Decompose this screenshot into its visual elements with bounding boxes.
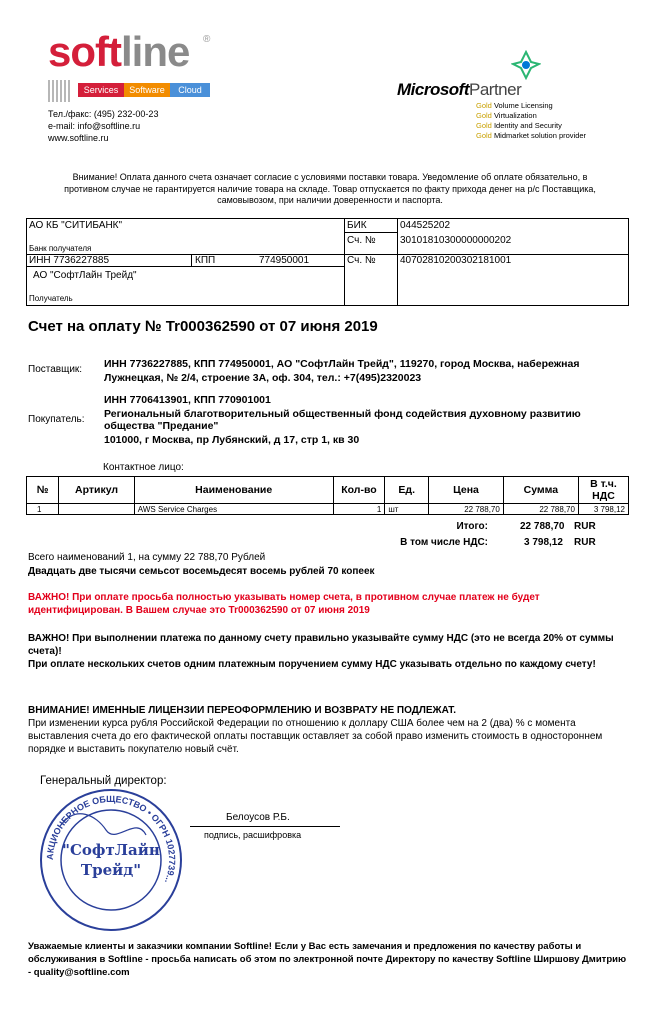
buyer-line: Региональный благотворительный общественный фонд содействия духовному развитию — [104, 408, 581, 420]
account-label: Сч. № — [347, 255, 376, 266]
cell-price: 22 788,70 — [429, 504, 504, 515]
cell-vat: 3 798,12 — [578, 504, 628, 515]
ms-competency: Gold Midmarket solution provider — [476, 131, 587, 140]
stamp-center-text: Трейд" — [80, 861, 142, 879]
pill-services: Services — [78, 83, 124, 97]
cell-qty: 1 — [333, 504, 385, 515]
cell-num: 1 — [27, 504, 59, 515]
recipient-inn: ИНН 7736227885 — [29, 255, 110, 266]
total-currency: RUR — [574, 521, 596, 532]
softline-logo: softline — [48, 28, 190, 75]
cell-unit: шт — [385, 504, 429, 515]
company-stamp — [36, 785, 186, 935]
account-value: 40702810200302181001 — [400, 255, 512, 266]
signature-caption: подпись, расшифровка — [204, 830, 302, 840]
bik-value: 044525202 — [400, 220, 451, 231]
summary-line: Всего наименований 1, на сумму 22 788,70 Рублей — [28, 552, 266, 563]
col-header: Наименование — [134, 477, 333, 504]
microsoft-partner-title: MicrosoftPartner — [397, 80, 522, 99]
amount-in-words: Двадцать две тысячи семьсот восемьдесят восемь рублей 70 копеек — [28, 566, 375, 577]
buyer-label: Покупатель: — [28, 414, 85, 425]
contact-website: www.softline.ru — [48, 133, 109, 143]
ms-competency: Gold Identity and Security — [476, 121, 562, 130]
signature-line — [190, 826, 340, 827]
qr-code-icon — [48, 80, 72, 102]
contact-person-label: Контактное лицо: — [103, 462, 184, 473]
bank-details-table — [26, 218, 629, 306]
supplier-line: ИНН 7736227885, КПП 774950001, АО "СофтЛайн Трейд", 119270, город Москва, набережная — [104, 358, 580, 370]
ms-competency: Gold Volume Licensing — [476, 101, 553, 110]
total-value: 22 788,70 — [520, 521, 565, 532]
corr-account-value: 30101810300000000202 — [400, 235, 512, 246]
rate-notice: При изменении курса рубля Российской Федерации по отношению к доллару США более чем на 2 (два) % с момента выставления счета до его фактической оплаты поставщик оставляет за собой право изменить стоимость в одностороннем порядке и выставить покупателю новый счёт. — [28, 718, 603, 755]
director-title: Генеральный директор: — [40, 775, 167, 787]
kpp-value: 774950001 — [259, 255, 310, 266]
bank-label: Банк получателя — [29, 244, 92, 253]
vat-value: 3 798,12 — [524, 537, 563, 548]
vat-currency: RUR — [574, 537, 596, 548]
cell-name: AWS Service Charges — [134, 504, 333, 515]
payment-notice: Внимание! Оплата данного счета означает согласие с условиями поставки товара. Уведомление об оплате обязательно, в противном случае не гарантируется наличие товара на складе. Товар отпускается по факту прихода денег на р/с Поставщика, самовывозом, при наличии доверенности и паспорта. — [64, 172, 596, 205]
multi-invoice-warning: При оплате нескольких счетов одним платежным поручением сумму НДС указывать отдельно по каждому счету! — [28, 659, 596, 670]
cell-article — [59, 504, 135, 515]
items-table — [26, 476, 629, 515]
vat-warning: ВАЖНО! При выполнении платежа по данному счету правильно указывайте сумму НДС (это не всегда 20% от суммы счета)! — [28, 633, 614, 657]
recipient-label: Получатель — [29, 294, 73, 303]
contact-email: e-mail: info@softline.ru — [48, 121, 141, 131]
stamp-ring-text: АКЦИОНЕРНОЕ ОБЩЕСТВО • ОГРН 1027739... — [44, 793, 178, 885]
supplier-line: Лужнецкая, № 2/4, строение 3А, оф. 304, тел.: +7(495)2320023 — [104, 372, 422, 384]
total-label: Итого: — [456, 521, 488, 532]
invoice-title: Счет на оплату № Tr000362590 от 07 июня 2019 — [28, 318, 378, 335]
vat-label: В том числе НДС: — [400, 537, 488, 548]
col-header: Артикул — [59, 477, 135, 504]
director-name: Белоусов Р.Б. — [226, 812, 290, 823]
corr-account-label: Сч. № — [347, 235, 376, 246]
buyer-line: 101000, г Москва, пр Лубянский, д 17, стр 1, кв 30 — [104, 434, 360, 446]
pill-cloud: Cloud — [170, 83, 210, 97]
buyer-line: общества "Предание" — [104, 420, 219, 432]
kpp-label: КПП — [195, 255, 216, 266]
bik-label: БИК — [347, 220, 367, 231]
table-row — [27, 504, 629, 515]
stamp-center-text: "СофтЛайн — [62, 841, 160, 859]
footer-note: Уважаемые клиенты и заказчики компании Softline! Если у Вас есть замечания и предложения по качеству работы и обслуживания в Softline - просьба написать об этом по электронной почте Директору по качеству Softline Ширшову Дмитрию - quality@softline.com — [28, 941, 627, 978]
bank-name: АО КБ "СИТИБАНК" — [29, 220, 123, 231]
buyer-line: ИНН 7706413901, КПП 770901001 — [104, 394, 271, 406]
cell-sum: 22 788,70 — [503, 504, 578, 515]
contact-phone: Тел./факс: (495) 232-00-23 — [48, 109, 159, 119]
supplier-label: Поставщик: — [28, 364, 83, 375]
col-header: № — [27, 477, 59, 504]
ms-competency: Gold Virtualization — [476, 111, 537, 120]
col-header: Ед. — [385, 477, 429, 504]
microsoft-partner-icon — [511, 50, 541, 80]
registered-mark: ® — [203, 34, 211, 45]
col-header: Сумма — [503, 477, 578, 504]
recipient-name: АО "СофтЛайн Трейд" — [33, 270, 137, 281]
col-header: Цена — [429, 477, 504, 504]
col-header: В т.ч. НДС — [578, 477, 628, 504]
pill-software: Software — [124, 83, 170, 97]
license-notice: ВНИМАНИЕ! ИМЕННЫЕ ЛИЦЕНЗИИ ПЕРЕОФОРМЛЕНИЮ И ВОЗВРАТУ НЕ ПОДЛЕЖАТ. — [28, 705, 457, 716]
col-header: Кол-во — [333, 477, 385, 504]
invoice-number-warning: ВАЖНО! При оплате просьба полностью указывать номер счета, в противном случае платеж не будет идентифицирован. В Вашем случае это Tr000362590 от 07 июня 2019 — [28, 592, 540, 616]
